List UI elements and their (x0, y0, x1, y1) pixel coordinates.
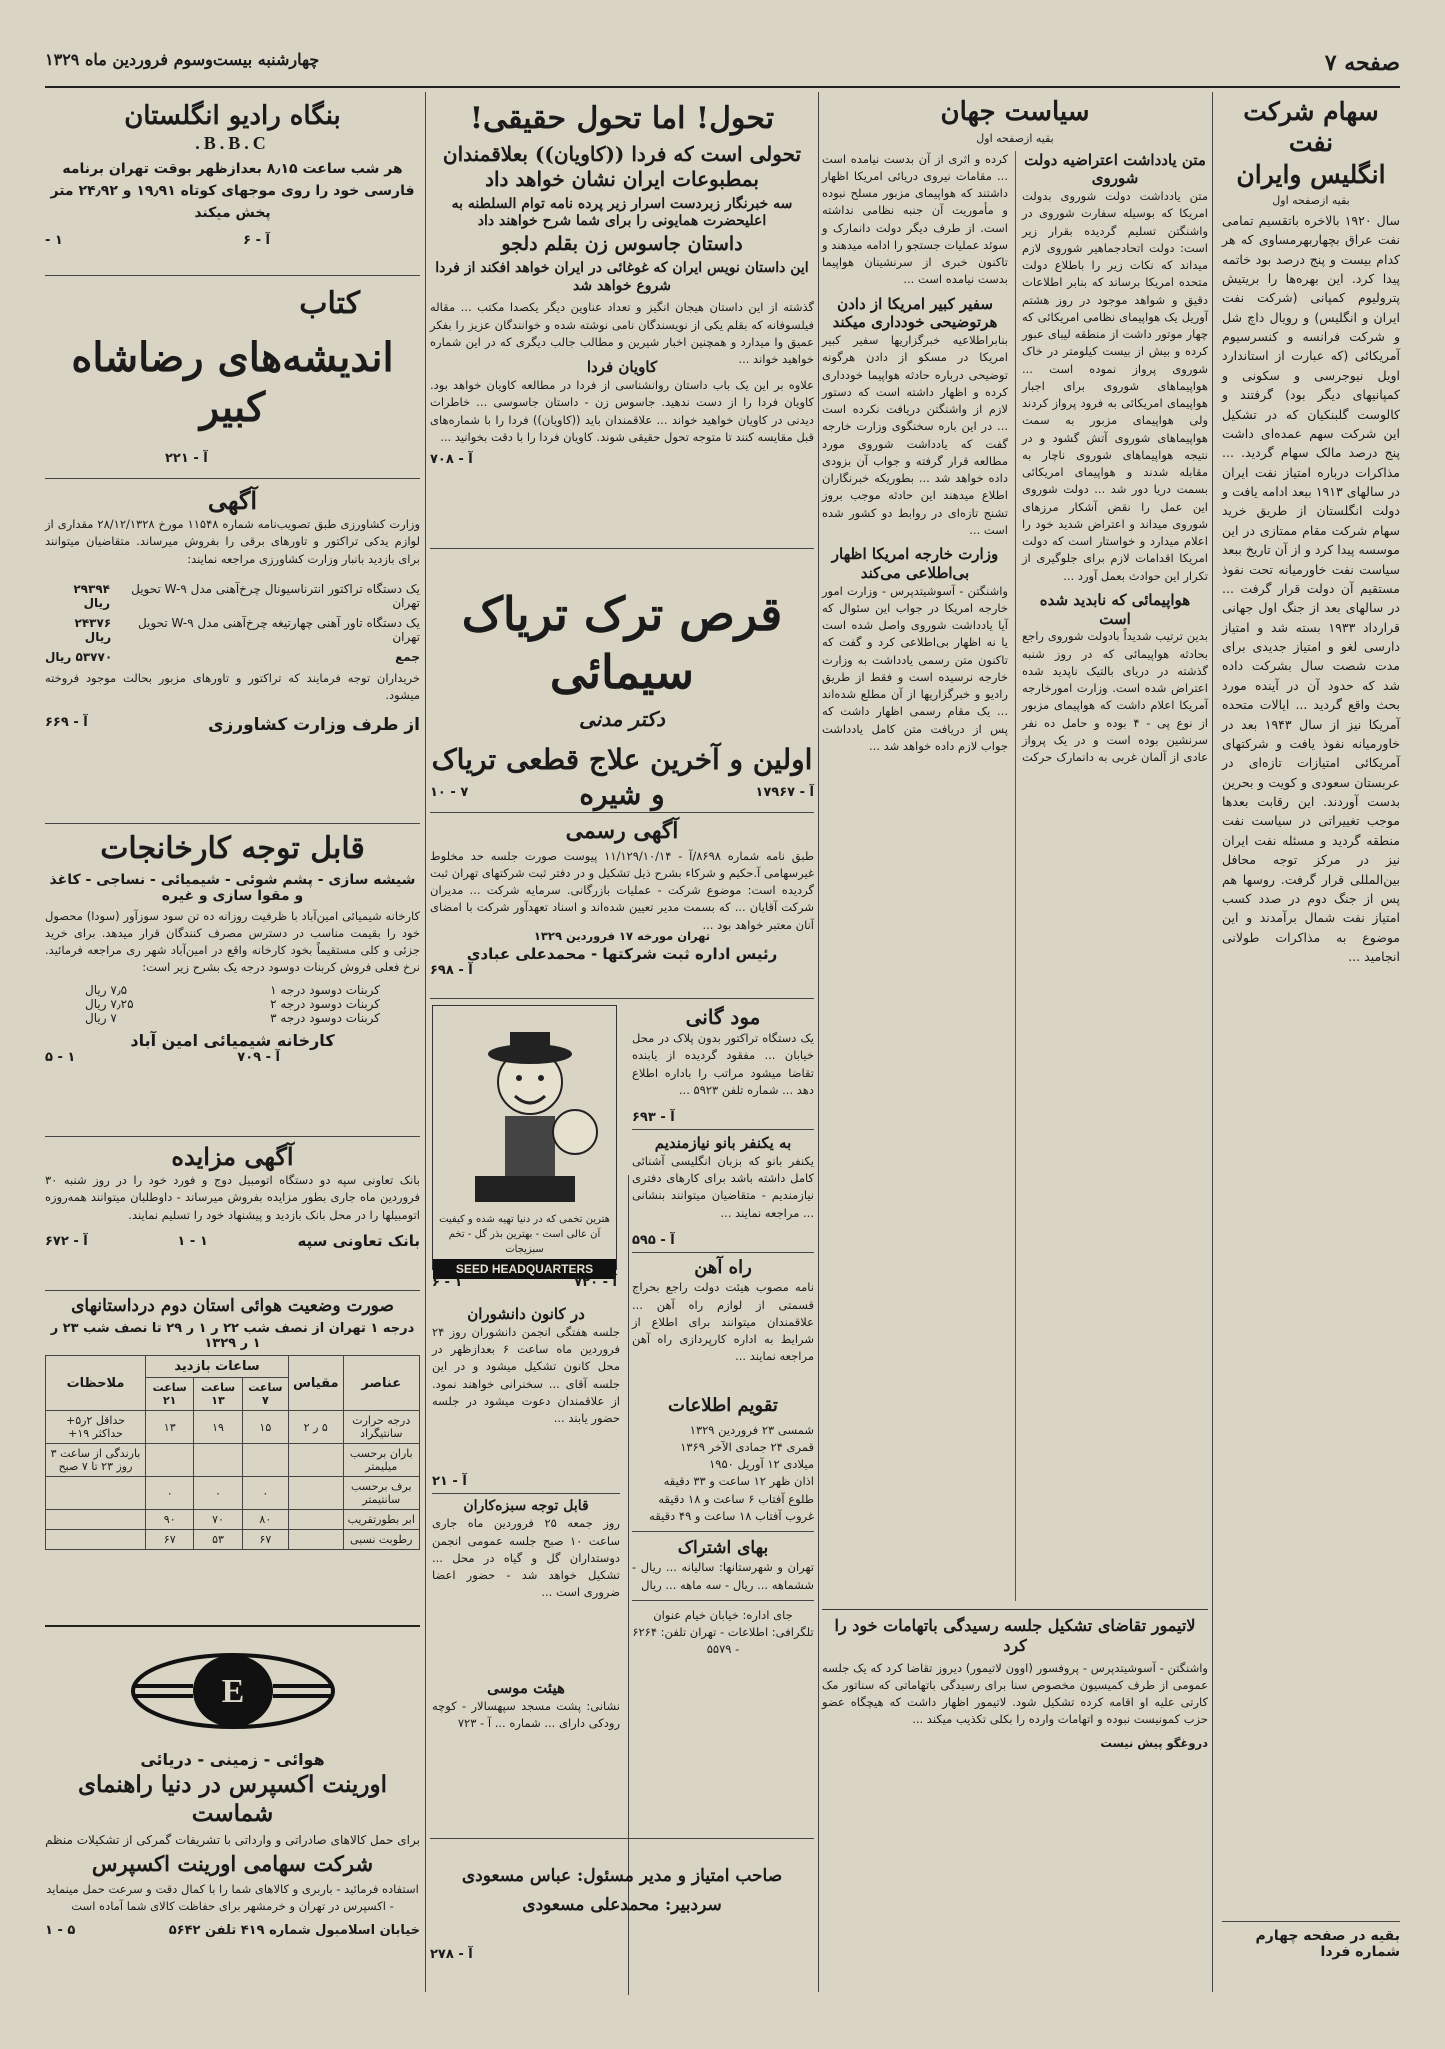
item-price: ۲۴۳۷۶ ریال (74, 616, 112, 644)
weather-header: ساعت ۷ (242, 1378, 288, 1411)
table-cell (242, 1444, 288, 1477)
page-number: صفحه ۷ (1324, 50, 1400, 76)
table-row (46, 1444, 420, 1477)
express-sub2: برای حمل کالاهای صادراتی و وارداتی با تشریفات گمرکی از تشکیلات منظم (45, 1832, 420, 1847)
table-cell: ۷۰ (194, 1510, 242, 1530)
musa-title: هیئت موسی (487, 1679, 565, 1698)
wanted-code: آ - ۵۹۵ (632, 1232, 675, 1248)
weather-subtitle: درجه ۱ تهران از نصف شب ۲۲ ر ۱ ر ۲۹ تا نصف شب ۲۳ ر ۱ ر ۱۳۲۹ (50, 1321, 415, 1352)
table-cell: ۵۳ (194, 1530, 242, 1550)
calendar-row: اذان ظهر ۱۲ ساعت و ۳۳ دقیقه (663, 1474, 814, 1489)
table-cell: ۸۰ (242, 1510, 288, 1530)
factory-price-row (45, 983, 420, 997)
agahi-item (45, 650, 420, 664)
subhead-soviet-note: متن یادداشت اعتراضیه دولت شوروی (1024, 150, 1206, 188)
weather-header-group: ساعات بازدید (146, 1356, 289, 1378)
weather-report (45, 1296, 420, 1616)
kavian-body: گذشته از این داستان هیجان انگیز و تعداد عناوین دیگر یکصدا مکتب ... مقاله فیلسوفانه که بقلم یکی از نویسندگان نامی نوشته شده و خوانندگان عزیز را بفکر عمیق وا میدارد و همچنین اخبار شیرین و مطالب جالب دیگری که در این شماره خواهید خواند ... (430, 300, 814, 366)
express-address: خیابان اسلامبول شماره ۴۱۹ تلفن ۵۶۴۲ (168, 1923, 420, 1939)
seed-caption: SEED HEADQUARTERS (433, 1259, 616, 1279)
divider (45, 478, 420, 479)
divider (632, 1531, 814, 1532)
bbc-codes (45, 233, 420, 248)
divider (430, 998, 814, 999)
price-label: کربنات دوسود درجه ۳ (270, 1010, 380, 1025)
factory-code-right: آ - ۷۰۹ (237, 1049, 280, 1065)
auction-title: آگهی مزایده (171, 1142, 294, 1171)
table-cell: باران برحسب میلیمتر (343, 1444, 419, 1477)
express-title: اورینت اکسپرس در دنیا راهنمای شماست (78, 1771, 387, 1827)
price-value: ۷٫۵ ریال (85, 982, 128, 997)
ad-code-right: آ - ۱۷۹۶۷ (755, 785, 814, 800)
agriculture-ad (45, 486, 420, 816)
table-cell: ۰ (194, 1477, 242, 1510)
auction-ad (45, 1142, 420, 1282)
musa-body: نشانی: پشت مسجد سپهسالار - کوچه رودکی دارای ... شماره ... آ - ۷۲۳ (432, 1699, 620, 1731)
calendar-row: میلادی ۱۲ آوریل ۱۹۵۰ (709, 1457, 814, 1471)
factory-body: کارخانه شیمیائی امین‌آباد با ظرفیت روزانه ده تن سود سوزآور (سودا) محصول خود را بقیمت مناسب در دسترس مصرف کنندگان قرار میدهد. برای خرید جزئی و کلی مستقیماً بخود کارخانه واقع در امین‌آباد شهر ری مراجعه فرمائید. نرخ فعلی فروش کربنات دوسود درجه یک بشرح زیر است: (45, 908, 420, 975)
bbc-title: بنگاه رادیو انگلستان (124, 101, 341, 131)
farmer-illustration (435, 1012, 615, 1212)
auction-code-right: آ - ۶۷۲ (45, 1233, 88, 1249)
factory-sign: کارخانه شیمیائی امین آباد (130, 1030, 335, 1050)
calendar-box (632, 1395, 814, 1835)
paragraph: واشنگتن - آسوشیتدپرس - وزارت امور خارجه امریکا در جواب این سئوال که آیا یادداشت شوروی واصل شده است یا نه اظهار بی‌اطلاعی کرد و گفت که تاکنون متن رسمی یادداشت به وزارت خارجه نرسیده است و فقط از طریق رادیو و خبرگزاریها از آن مطلع شده‌اند ... یک مقام رسمی اظهار داشت که پس از دریافت متن کامل یادداشت جواب لازم داده خواهد شد ... (822, 583, 1008, 753)
table-cell: ۱۳ (146, 1411, 194, 1444)
price-label: کربنات دوسود درجه ۲ (270, 996, 380, 1011)
lost-found-title: مود گانی (685, 1005, 761, 1029)
divider (432, 1493, 620, 1494)
subscription-title: بهای اشتراک (677, 1538, 769, 1558)
greenery-title: قابل توجه سبزه‌کاران (463, 1497, 589, 1514)
auction-sign: بانک تعاونی سپه (297, 1232, 420, 1250)
agahi-foot: خریداران توجه فرمایند که تراکتور و تاورهای مزبور بحالت موجود فروخته میشود. (45, 671, 420, 703)
bbc-code-left: ۱ - (45, 232, 63, 248)
factory-codes (45, 1050, 420, 1065)
kavian-headline5: این داستان نویس ایران که غوغائی در ایران خواهد افکند از فردا شروع خواهد شد (435, 260, 809, 294)
orient-express-ad (45, 1632, 420, 1997)
table-row (46, 1530, 420, 1550)
publisher: صاحب امتیاز و مدیر مسئول: عباس مسعودی (461, 1866, 783, 1886)
divider (45, 1625, 420, 1627)
factory-price-row (45, 997, 420, 1011)
notice-code: آ - ۶۹۸ (430, 962, 473, 978)
table-cell (46, 1477, 146, 1510)
article-title-line1: سهام شرکت نفت (1243, 97, 1379, 158)
divider (45, 1136, 420, 1137)
express-footer (45, 1923, 420, 1938)
ad-doctor: دکتر مدنی (579, 707, 665, 731)
article-columns (822, 151, 1208, 1601)
lattimore-article (822, 1609, 1208, 1752)
agahi-body: وزارت کشاورزی طبق تصویب‌نامه شماره ۱۱۵۴۸ مورخ ۲۸/۱۲/۱۳۲۸ مقداری از لوازم یدکی تراکتور و تاورهای برقی را بفروش میرساند. متقاضیان میتوانند برای بازدید بانبار وزارت کشاورزی مراجعه نمایند: (45, 517, 421, 566)
railway-body: نامه مصوب هیئت دولت راجع بحراج قسمتی از لوازم راه آهن ... علاقمندان میتوانند برای اطلاع از شرایط به اداره کارپردازی راه آهن مراجعه نمایند ... (632, 1280, 814, 1364)
item-label: یک دستگاه تاور آهنی چهارتیغه چرخ‌آهنی مدل W-۹ تحویل تهران (137, 616, 420, 644)
subhead-ambassador: سفیر کبیر امریکا از دادن هرتوضیحی خودداری میکند (832, 294, 998, 332)
calendar-row: غروب آفتاب ۱۸ ساعت و ۴۹ دقیقه (649, 1508, 814, 1523)
opium-cure-ad (430, 556, 814, 811)
masthead (45, 40, 1400, 88)
table-cell: ۶۷ (146, 1530, 194, 1550)
table-row (46, 1510, 420, 1530)
table-cell: رطوبت نسبی (343, 1530, 419, 1550)
table-cell (288, 1444, 343, 1477)
classifieds (632, 1005, 814, 1385)
book-title: اندیشه‌های رضاشاه کبیر (71, 333, 394, 431)
publisher-box (430, 1846, 814, 1996)
calendar-row: طلوع آفتاب ۶ ساعت و ۱۸ دقیقه (658, 1491, 814, 1506)
seed-code-right: آ - ۷۲۰ (574, 1275, 617, 1290)
express-body: استفاده فرمائید - باربری و کالاهای شما را با کمال دقت و سرعت حمل مینماید - اکسپرس در تهران و خرمشهر برای حفاظت کالای شما آماده است (46, 1881, 419, 1913)
kavian-headline1: تحول! اما تحول حقیقی! (469, 101, 775, 136)
column-rule (1212, 92, 1213, 1992)
kavian-subtitle: کاویان فردا (586, 358, 658, 377)
ad-code: آ - ۷۰۸ (430, 452, 473, 467)
weather-header: عناصر (343, 1356, 419, 1411)
table-cell: ۱۹ (194, 1411, 242, 1444)
ad-title: قرص ترک تریاک سیمائی (461, 587, 783, 699)
divider (45, 1290, 420, 1291)
express-company: شرکت سهامی اورینت اکسپرس (91, 1850, 374, 1876)
notice-signature: رئیس اداره ثبت شرکتها - محمدعلی عبادی (466, 944, 778, 963)
agahi-item (45, 582, 420, 610)
table-cell: ۶۷ (242, 1530, 288, 1550)
ad-code-left: ۷ - ۱۰ (430, 785, 469, 800)
weather-title: صورت وضعیت هوائی استان دوم درداستانهای (71, 1296, 394, 1316)
railway-title: راه آهن (694, 1256, 752, 1278)
weather-header: ساعت ۲۱ (146, 1378, 194, 1411)
bbc-latin: B.B.C. (195, 132, 270, 153)
world-politics-article (822, 96, 1208, 2001)
lattimore-body: واشنگتن - آسوشیتدپرس - پروفسور (اوون لاتیمور) دیروز تقاضا کرد که یک جلسه عمومی از طرف کمیسیون مخصوص سنا برای رسیدگی باتهاماتی که سناتور مک کارتی علیه او اقامه کرده تشکیل شود. لاتیمور اظهار داشت که هیچگاه عضو حزب کمونیست نبوده و اتهامات وارده را بکلی تکذیب میکند ... (822, 1660, 1208, 1727)
bbc-code-right: آ - ۶ (243, 232, 270, 248)
section-subtitle: بقیه ازصفحه اول (976, 131, 1054, 145)
continued-note: بقیه در صفحه چهارم شماره فردا (1222, 1921, 1400, 1960)
byline: دروغگو پیش نیست (1100, 1735, 1208, 1750)
table-cell (288, 1530, 343, 1550)
item-price: ۲۹۳۹۴ ریال (73, 582, 110, 610)
express-code: ۵ - ۱ (45, 1923, 76, 1939)
table-cell (194, 1444, 242, 1477)
notice-body: طبق نامه شماره ۸۶۹۸/آ - ۱۱/۱۲۹/۱۰/۱۴ پیوست صورت جلسه حد مخلوط غیرسهامی آ.حکیم و شرکاء بشرح ذیل تشکیل و در دفتر ثبت شرکتهای تهران ثبت گردیده است: موضوع شرکت - عملیات بازرگانی. سرمایه شرکت ... مدیران شرکت آقایان ... که بسمت مدیر تعیین شده‌اند و اسناد تعهدآور شرکت با امضای آنان معتبر خواهد بود ... (430, 848, 815, 932)
article-title-line2: انگلیس وایران (1236, 159, 1386, 189)
chemical-factory-ad (45, 830, 420, 1130)
table-cell (288, 1477, 343, 1510)
table-cell (146, 1444, 194, 1477)
divider (430, 1838, 814, 1839)
agahi-title: آگهی (207, 486, 258, 515)
book-code: آ - ۲۲۱ (165, 450, 208, 466)
editor: سردبیر: محمدعلی مسعودی (522, 1895, 722, 1916)
calendar-row: شمسی ۲۳ فروردین ۱۳۲۹ (689, 1422, 814, 1437)
table-cell: ۱۵ (242, 1411, 288, 1444)
issue-date: چهارشنبه بیست‌وسوم فروردین ماه ۱۳۲۹ (45, 50, 320, 69)
calendar-title: تقویم اطلاعات (668, 1395, 778, 1416)
table-row (46, 1411, 420, 1444)
price-label: کربنات دوسود درجه ۱ (270, 982, 380, 997)
divider (632, 1129, 814, 1130)
auction-sign-row (45, 1232, 420, 1250)
subhead-state-dept: وزارت خارجه امریکا اظهار بی‌اطلاعی می‌کند (831, 545, 999, 582)
bbc-body: هر شب ساعت ۸٫۱۵ بعدازظهر بوقت تهران برنامه فارسی خود را روی موجهای کوتاه ۱۹٫۹۱ و ۲۴٫۹۲ متر پخش میکند (50, 160, 415, 222)
divider (632, 1600, 814, 1601)
paragraph: متن یادداشت دولت شوروی بدولت امریکا که بوسیله سفارت شوروی در واشنگتن تسلیم گردیده بقرار زیر است: دولت اتحادجماهیر شوروی لازم میداند که نکات زیر را باطلاع دولت متحده امریکا برساند که بنابر اطلاعات دقیق و شواهد موجود در روز هشتم آوریل یک هواپیمای نظامی امریکائی که چهار موتور داشت از منطقه لیبای عبور کرده و بیش از بیست کیلومتر در خاک شوروی پرواز نموده است ... هواپیماهای شوروی برای اجبار هواپیمای امریکائی به فرود پرواز کردند ولی هواپیمای مزبور به سمت هواپیماهای شوروی آتش گشود و در نتیجه هواپیماهای شوروی ناچار به مقابله شدند و هواپیمای امریکائی بسمت دریا دور شد ... دولت شوروی این عمل را نقض آشکار مرزهای شوروی میداند و اعتراض شدید خود را اعلام میدارد و خواستار است که دولت امریکا اقدامات لازم برای جلوگیری از تکرار این حوادث بعمل آورد ... (1022, 189, 1208, 583)
section-title: سیاست جهان (940, 97, 1090, 127)
table-cell: ۵ ر ۲ (288, 1411, 343, 1444)
kavian-headline2: تحولی است که فردا ((کاویان)) بعلاقمندان بمطبوعات ایران نشان خواهد داد (442, 141, 802, 191)
wanted-title: به یکنفر بانو نیازمندیم (654, 1134, 792, 1152)
svg-text:E: E (221, 1673, 244, 1710)
column-rule (425, 92, 426, 1992)
book-label: کتاب (299, 286, 360, 321)
paragraph: بنابراطلاعیه خبرگزاریها سفیر کبیر امریکا در مسکو از دادن هرگونه توضیحی درباره حادثه هواپیما خودداری کرده و اظهار داشته است که دستور لازم از واشنگتن دریافت نکرده است ... در این باره سخنگوی وزارت خارجه گفت که یادداشت شوروی مورد مطالعه قرار گرفته و جواب آن بزودی داده خواهد شد ... بطوریکه خبرنگاران اطلاع میدهند این حادثه موجب بروز تشنج تازه‌ای در روابط دو کشور شده است ... (822, 333, 1008, 537)
notice-date: تهران مورخه ۱۷ فروردین ۱۳۲۹ (533, 928, 711, 943)
item-label: یک دستگاه تراکتور انترناسیونال چرخ‌آهنی مدل W-۹ تحویل تهران (131, 582, 420, 610)
table-cell: درجه حرارت سانتیگراد (343, 1411, 419, 1444)
office-address: جای اداره: خیابان خیام عنوان تلگرافی: اطلاعات - تهران تلفن: ۶۲۶۴ - ۵۵۷۹ (632, 1607, 814, 1657)
divider (632, 1252, 814, 1253)
bbc-ad (45, 100, 420, 270)
agahi-sign-row (45, 715, 420, 735)
seed-headquarters-ad (432, 1005, 617, 1276)
weather-header: مقیاس (288, 1356, 343, 1411)
kavian-ad (430, 100, 814, 540)
lost-found-code: آ - ۶۹۳ (632, 1110, 675, 1125)
factory-title: قابل توجه کارخانجات (100, 831, 365, 866)
subhead-missing-plane: هواپیمائی که نابدید شده است (1039, 590, 1191, 628)
price-value: ۷٫۲۵ ریال (85, 996, 134, 1011)
seed-text: هترین تخمی که در دنیا تهیه شده و کیفیت آن عالی است - بهترین بذر گل - تخم سبزیجات (439, 1214, 610, 1255)
express-sub1: هوائی - زمینی - دریائی (140, 1750, 325, 1769)
kanun-body: جلسه هفتگی انجمن دانشوران روز ۲۴ فروردین ماه ساعت ۶ بعدازظهر در محل کانون تشکیل میشود و در این جلسه آقای ... سخنرانی خواهند نمود. از علاقمندان دعوت میشود در جلسه حضور یابند ... (432, 1324, 620, 1425)
bottom-code: آ - ۲۷۸ (430, 1946, 473, 1962)
table-cell (288, 1510, 343, 1530)
table-cell: ابر بطورتقریب (343, 1510, 419, 1530)
auction-body: بانک تعاونی سپه دو دستگاه اتومبیل دوج و فورد خود را در روز شنبه ۳۰ فروردین ماه جاری بطور مزایده بفروش میرساند - داوطلبان میتوانند همه‌روزه اتومبیلها را در محل بانک بازدید و پیشنهاد خود را تسلیم نمایند. (45, 1173, 420, 1222)
divider (45, 823, 420, 824)
divider (430, 812, 814, 813)
table-cell: بارندگی از ساعت ۳ روز ۲۳ تا ۷ صبح (46, 1444, 146, 1477)
subscription-body: تهران و شهرستانها: سالیانه ... ریال - ششماهه ... ریال - سه ماهه ... ریال (632, 1560, 814, 1592)
weather-header: ملاحظات (46, 1356, 146, 1411)
left-notices (432, 1305, 620, 1825)
column-rule (818, 92, 819, 1992)
table-cell: ۰ (146, 1477, 194, 1510)
price-value: ۷ ریال (85, 1010, 117, 1025)
table-cell: ۰ (242, 1477, 288, 1510)
table-cell: ۹۰ (146, 1510, 194, 1530)
auction-code-left: ۱ - ۱ (177, 1233, 208, 1249)
weather-header: ساعت ۱۳ (194, 1378, 242, 1411)
divider (430, 548, 814, 549)
official-notice (430, 818, 814, 993)
kavian-headline4: داستان جاسوس زن بقلم دلجو (501, 232, 743, 255)
kavian-headline3: سه خبرنگار زبردست اسرار زیر پرده نامه توام السلطنه به اعلیحضرت همایونی را برای شما شرح خواهند داد (451, 195, 793, 229)
paragraph: بدین ترتیب شدیداً بادولت شوروی راجع بحادثه هواپیمائی که در روز شنبه گذشته در دریای بالتیک ناپدید شده اعتراض شده است. وزارت امورخارجه آمریکا اعلام داشت که هواپیمای مزبور از نوع پی - ۴ بوده و حامل ده نفر سرنشین بوده است و در یک پرواز عادی از آلمان غربی به دانمارک حرکت کرده و اثری از آن بدست نیامده است ... مقامات نیروی دریائی امریکا اظهار داشتند که هواپیمای مزبور مسلح نبوده و مأموریت آن جنبه نظامی نداشته است. از طرف دیگر دولت دانمارک و سوئد عملیات جستجو را ادامه میدهند و تاکنون خبری از سرنشینان هواپیما بدست نیامده است ... (822, 151, 1208, 764)
factory-sub2: و مقوا سازی و غیره (161, 887, 304, 904)
seed-codes (432, 1275, 617, 1297)
calendar-row: قمری ۲۴ جمادی الآخر ۱۳۶۹ (680, 1439, 814, 1454)
lattimore-headline: لاتیمور تقاضای تشکیل جلسه رسیدگی باتهامات خود را کرد (834, 1615, 1196, 1655)
seed-code-left: ۱ - ۶ (432, 1275, 463, 1290)
ad-codes (430, 785, 814, 800)
agahi-sign: از طرف وزارت کشاورزی (207, 714, 420, 735)
table-row (46, 1477, 420, 1510)
greenery-body: روز جمعه ۲۵ فروردین ماه جاری ساعت ۱۰ صبح جلسه عمومی انجمن دوستداران گل و گیاه در محل ... تشکیل خواهد شد - حضور اعضا ضروری است ... (432, 1516, 620, 1600)
table-cell (46, 1530, 146, 1550)
notice-title: آگهی رسمی (565, 818, 679, 844)
table-cell (46, 1510, 146, 1530)
article-body: سال ۱۹۲۰ بالاخره باتقسیم تمامی نفت عراق بچهاربهرمساوی که هر کدام بیست و پنج درصد بود خاتمه پیدا کرد. این بهره‌ها را بریتیش پترولیوم کمپانی (شرکت نفت ایران و انگلیس) و رویال داچ شل و شرکت فرانسه و کنسرسیوم آمریکائی (که عبارت از استاندارد اویل نیوجرسی و سکونی و کمپانیهای دیگر بود) گرفتند و کالوست گلبنکیان که در تشکیل این شرکت سهم عمده‌ای داشت پنج درصد مالک سهام گردید. ... مذاکرات درباره امتیاز نفت ایران در سالهای ۱۹۱۳ ببعد ادامه یافت و دولت انگلستان از طریق خرید سهام شرکت مقام ممتازی در این موسسه پیدا کرد و از آن تاریخ ببعد سیاست نفت خاورمیانه تحت نفوذ مستقیم آن دولت قرار گرفت ... در سالهای بعد از جنگ اول جهانی قرارداد ۱۹۳۳ بسته شد و امتیاز دارسی لغو و امتیاز جدیدی برای مدت شصت سال بشرکت داده شد که حدود آن در آینده مورد بحث واقع گردید ... ایالات متحده آمریکا نیز از سال ۱۹۴۳ بعد در خاورمیانه نفوذ یافت و شرکتهای آمریکائی امتیازات تازه‌ای در عربستان سعودی و کویت و بحرین بدست آوردند. این رقابت بعدها موجب تغییراتی در سیاست نفت منطقه گردید و مسئله نفت ایران نیز در مرکز توجه محافل بین‌المللی قرار گرفت. روسها هم پس از جنگ دوم در صدد کسب امتیاز نفت شمال برآمدند و این موضوع به مذاکرات طولانی انجامید ... (1222, 212, 1401, 964)
factory-price-row (45, 1011, 420, 1025)
table-cell: حداقل ۲ر۵+ حداکثر ۱۹+ (46, 1411, 146, 1444)
kavian-subbody: علاوه بر این یک باب داستان روانشناسی از فردا در مطالعه کاویان خواهد بود. کاویان فردا را از دست ندهید. جاسوس زن - داستان جاسوسی ... خاطرات دیدنی در کاویان خواهید خواند ... علاقمندان باید ((کاویان)) فردا را با شماره‌های قبل مقایسه کنند تا متوجه تحول حقیقی شوند. کاویان فردا را با دقت بخوانید ... (430, 378, 814, 444)
agahi-code: آ - ۶۶۹ (45, 714, 88, 730)
kanun-code: آ - ۲۱ (432, 1473, 467, 1489)
lost-found-body: یک دستگاه تراکتور بدون پلاک در محل خیابان ... مفقود گردیده از یابنده تقاضا میشود مراتب را باداره اطلاع دهد ... شماره تلفن ۵۹۲۳ ... (632, 1031, 814, 1097)
oil-shares-article (1222, 96, 1400, 1996)
item-label: جمع (395, 650, 420, 664)
item-price: ۵۳۷۷۰ ریال (45, 650, 113, 664)
divider (45, 275, 420, 276)
kanun-title: در کانون دانشوران (467, 1305, 585, 1323)
factory-code-left: ۱ - ۵ (45, 1049, 76, 1065)
orient-express-logo (123, 1636, 343, 1746)
article-subtitle: بقیه ازصفحه اول (1272, 193, 1350, 207)
agahi-item (45, 616, 420, 644)
table-cell: برف برحسب سانتیمتر (343, 1477, 419, 1510)
weather-table (45, 1355, 420, 1550)
factory-sub1: شیشه سازی - پشم شوئی - شیمیائی - نساجی - کاغذ (49, 871, 416, 888)
wanted-body: یکنفر بانو که بزبان انگلیسی آشنائی کامل داشته باشد برای کارهای دفتری نیازمندیم - متقاضیان میتوانند بنشانی ... مراجعه نمایند ... (632, 1153, 814, 1220)
book-ad (45, 285, 420, 475)
ad-subtitle: اولین و آخرین علاج قطعی تریاک و شیره (431, 743, 813, 811)
